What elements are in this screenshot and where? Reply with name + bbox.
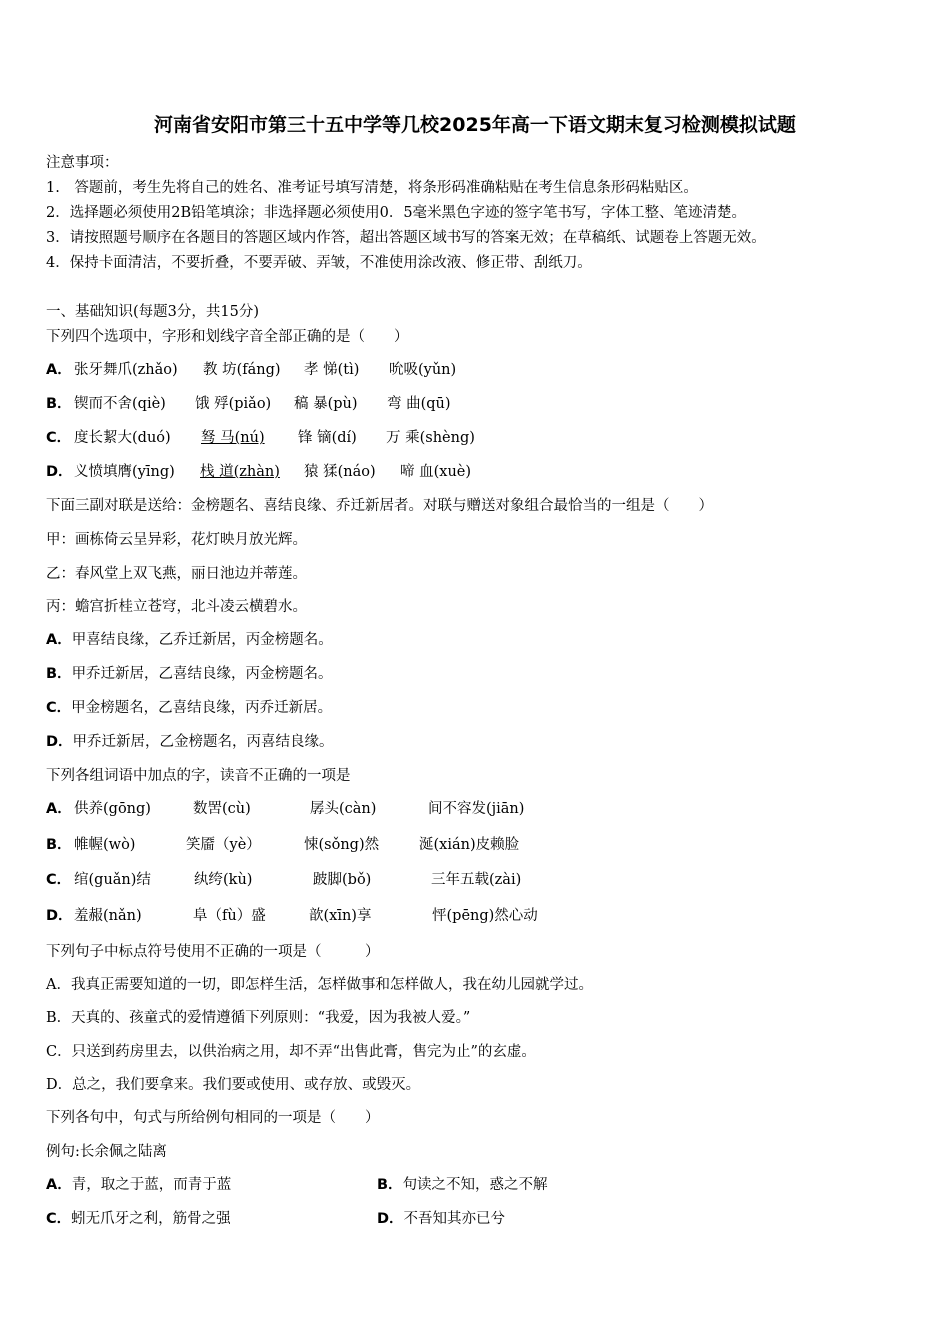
option-item: 供养(gōng)	[74, 801, 151, 817]
option-label: D．	[377, 1211, 404, 1227]
option-item: 阜（fù）盛	[193, 908, 266, 924]
option-label: A．	[46, 1177, 72, 1193]
option-item: 歆(xīn)享	[309, 908, 372, 924]
question-5-stem: 下列各句中，句式与所给例句相同的一项是（ ）	[46, 1110, 380, 1126]
option-item: 跛脚(bǒ)	[313, 872, 372, 888]
option-text: 不吾知其亦已兮	[403, 1211, 506, 1227]
option-text: 蚓无爪牙之利，筋骨之强	[71, 1211, 231, 1227]
option-label: C．	[46, 1211, 72, 1227]
question-2-option-a	[46, 630, 333, 650]
option-item: 张牙舞爪(zhǎo)	[74, 362, 178, 378]
notice-heading: 注意事项：	[46, 155, 119, 171]
question-4-option: A．我真正需要知道的一切，即怎样生活，怎样做事和怎样做人，我在幼儿园就学过。	[46, 977, 593, 993]
option-item: 度长絜大(duó)	[74, 430, 171, 446]
option-item: 驽 马(nú)	[201, 430, 265, 446]
question-3-stem: 下列各组词语中加点的字，读音不正确的一项是	[46, 768, 351, 784]
option-label: A．	[46, 632, 72, 648]
section-heading: 一、基础知识(每题3分，共15分)	[46, 304, 259, 320]
option-text: 青，取之于蓝，而青于蓝	[71, 1177, 232, 1193]
question-5-example: 例句:长余佩之陆离	[46, 1144, 167, 1160]
question-1-stem: 下列四个选项中，字形和划线字音全部正确的是（ ）	[46, 329, 409, 345]
option-item: 义愤填膺(yīng)	[74, 464, 175, 480]
option-text: 甲喜结良缘，乙乔迁新居，丙金榜题名。	[71, 632, 333, 648]
option-item: 弯 曲(qū)	[387, 396, 451, 412]
option-item: 孱头(càn)	[310, 801, 377, 817]
couplet-line: 甲：画栋倚云呈异彩，花灯映月放光辉。	[46, 532, 307, 548]
option-item: 教 坊(fáng)	[203, 362, 281, 378]
notice-item: 1. 答题前，考生先将自己的姓名、准考证号填写清楚，将条形码准确粘贴在考生信息条形码粘贴区。	[46, 180, 698, 196]
option-item: 稿 暴(pù)	[294, 396, 358, 412]
option-item: 锋 镝(dí)	[298, 430, 357, 446]
question-5-option-a	[46, 1175, 231, 1195]
option-item: 啼 血(xuè)	[400, 464, 472, 480]
couplet-line: 丙：蟾宫折桂立苍穹，北斗凌云横碧水。	[46, 599, 307, 615]
option-item: 孝 悌(tì)	[304, 362, 360, 378]
option-label: C．	[46, 430, 72, 446]
option-item: 绾(guǎn)结	[74, 872, 151, 888]
question-4-option: D．总之，我们要拿来。我们要或使用、或存放、或毁灭。	[46, 1077, 421, 1093]
option-item: 羞赧(nǎn)	[74, 908, 142, 924]
couplet-line: 乙：春风堂上双飞燕，丽日池边并蒂莲。	[46, 566, 307, 582]
question-5-option-b	[377, 1175, 548, 1195]
question-2-option-b	[46, 664, 333, 684]
option-label: D．	[46, 464, 73, 480]
option-item: 怦(pēng)然心动	[432, 908, 538, 924]
option-item: 笑靥（yè）	[186, 837, 261, 853]
option-item: 锲而不舍(qiè)	[74, 396, 166, 412]
option-text: 甲乔迁新居，乙金榜题名，丙喜结良缘。	[72, 734, 334, 750]
option-label: C．	[46, 700, 72, 716]
option-label: C．	[46, 872, 72, 888]
option-item: 饿 殍(piǎo)	[195, 396, 272, 412]
option-item: 猿 猱(náo)	[304, 464, 376, 480]
option-text: 甲金榜题名，乙喜结良缘，丙乔迁新居。	[71, 700, 333, 716]
option-label: A．	[46, 801, 72, 817]
option-item: 悚(sǒng)然	[304, 837, 380, 853]
option-label: D．	[46, 734, 73, 750]
question-2-option-c	[46, 698, 332, 718]
option-label: B．	[46, 396, 72, 412]
notice-item: 4．保持卡面清洁，不要折叠，不要弄破、弄皱，不准使用涂改液、修正带、刮纸刀。	[46, 255, 592, 271]
option-item: 万 乘(shèng)	[386, 430, 475, 446]
option-item: 数罟(cù)	[193, 801, 251, 817]
option-text: 句读之不知，惑之不解	[402, 1177, 548, 1193]
option-label: A．	[46, 362, 72, 378]
question-2-option-d	[46, 732, 334, 752]
option-item: 纨绔(kù)	[194, 872, 253, 888]
question-5-option-d	[377, 1209, 505, 1229]
question-2-stem: 下面三副对联是送给：金榜题名、喜结良缘、乔迁新居者。对联与赠送对象组合最恰当的一组是（ ）	[46, 498, 713, 514]
option-item: 栈 道(zhàn)	[200, 464, 280, 480]
question-4-option: C．只送到药房里去，以供治病之用，却不弄“出售此膏，售完为止”的玄虚。	[46, 1044, 536, 1060]
page-title: 河南省安阳市第三十五中学等几校2025年高一下语文期末复习检测模拟试题	[154, 114, 796, 136]
option-item: 吮吸(yǔn)	[389, 362, 457, 378]
notice-item: 3．请按照题号顺序在各题目的答题区域内作答，超出答题区域书写的答案无效；在草稿纸、试题卷上答题无效。	[46, 230, 766, 246]
option-item: 涎(xián)皮赖脸	[419, 837, 520, 853]
question-4-option: B．天真的、孩童式的爱情遵循下列原则：“我爱，因为我被人爱。”	[46, 1010, 471, 1026]
question-5-option-c	[46, 1209, 231, 1229]
option-label: B．	[46, 666, 72, 682]
option-item: 帷幄(wò)	[74, 837, 136, 853]
option-text: 甲乔迁新居，乙喜结良缘，丙金榜题名。	[71, 666, 333, 682]
notice-item: 2．选择题必须使用2B铅笔填涂；非选择题必须使用0．5毫米黑色字迹的签字笔书写，字体工整、笔迹清楚。	[46, 205, 747, 221]
option-label: B．	[377, 1177, 403, 1193]
option-item: 间不容发(jiān)	[428, 801, 525, 817]
option-label: D．	[46, 908, 73, 924]
question-4-stem: 下列句子中标点符号使用不正确的一项是（ ）	[46, 944, 380, 960]
option-label: B．	[46, 837, 72, 853]
option-item: 三年五载(zài)	[431, 872, 522, 888]
